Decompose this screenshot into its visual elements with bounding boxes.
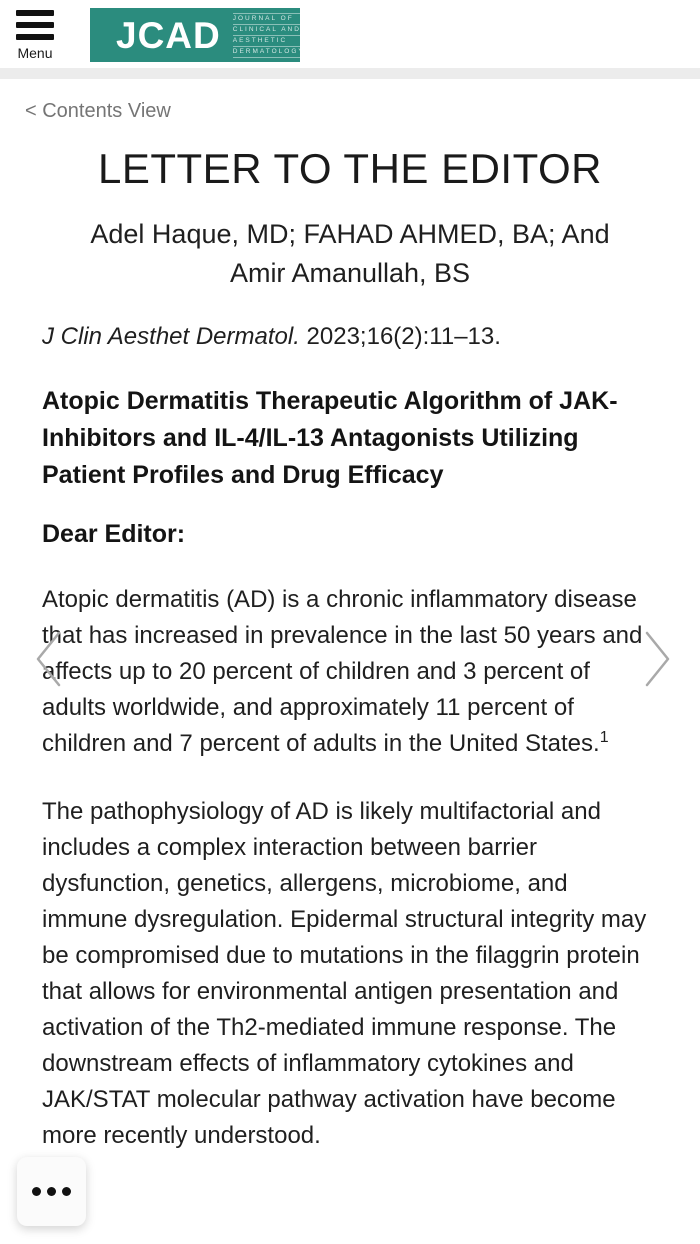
- chevron-right-icon: [641, 630, 673, 688]
- more-options-button[interactable]: [17, 1157, 86, 1226]
- logo-acronym-text: JCAD: [116, 14, 221, 56]
- article-title: Atopic Dermatitis Therapeutic Algorithm of JAK-Inhibitors and IL-4/IL-13 Antagonists Utilizing Patient Profiles and Drug Efficacy: [42, 387, 618, 490]
- previous-page-button[interactable]: [33, 630, 65, 688]
- chevron-left-icon: [33, 630, 65, 688]
- logo-subtitle-line: AESTHETIC: [233, 36, 305, 47]
- logo-subtitle: [233, 13, 305, 58]
- header-divider: [0, 68, 700, 79]
- hamburger-icon: [16, 10, 54, 40]
- paragraph-text: Atopic dermatitis (AD) is a chronic inflammatory disease that has increased in prevalence in the last 50 years and affects up to 20 percent of children and 3 percent of adults worldwide, and approximately 11 percent of children and 7 percent of adults in the United States.: [42, 586, 643, 758]
- menu-button-label: Menu: [17, 45, 53, 61]
- paragraph: [42, 794, 658, 1154]
- ellipsis-icon: [32, 1187, 41, 1196]
- menu-button[interactable]: [13, 10, 57, 61]
- article-content: [0, 79, 700, 1154]
- logo-subtitle-line: JOURNAL OF: [233, 13, 305, 25]
- app-header: [0, 0, 700, 68]
- citation-journal-name: J Clin Aesthet Dermatol.: [42, 323, 300, 351]
- author-byline: Adel Haque, MD; FAHAD AHMED, BA; And Amir Amanullah, BS: [90, 219, 610, 289]
- paragraph-text: The pathophysiology of AD is likely multifactorial and includes a complex interaction between barrier dysfunction, genetics, allergens, microbiome, and immune dysregulation. Epidermal structural integrity may be compromised due to mutations in the filaggrin protein that allows for environmental antigen presentation and activation of the Th2-mediated immune response. The downstream effects of inflammatory cytokines and JAK/STAT molecular pathway activation have become more recently understood.: [42, 798, 647, 1150]
- salutation: Dear Editor:: [42, 520, 186, 549]
- logo-subtitle-line: DERMATOLOGY: [233, 47, 305, 58]
- contents-view-back-link[interactable]: < Contents View: [25, 100, 171, 122]
- section-title: LETTER TO THE EDITOR: [98, 145, 602, 192]
- next-page-button[interactable]: [641, 630, 673, 688]
- citation-line: [42, 321, 658, 353]
- citation-details: 2023;16(2):11–13.: [299, 323, 501, 351]
- jcad-logo[interactable]: [90, 8, 305, 62]
- paragraph: [42, 582, 658, 762]
- logo-subtitle-line: CLINICAL AND: [233, 25, 305, 36]
- reference-superscript[interactable]: 1: [599, 729, 609, 747]
